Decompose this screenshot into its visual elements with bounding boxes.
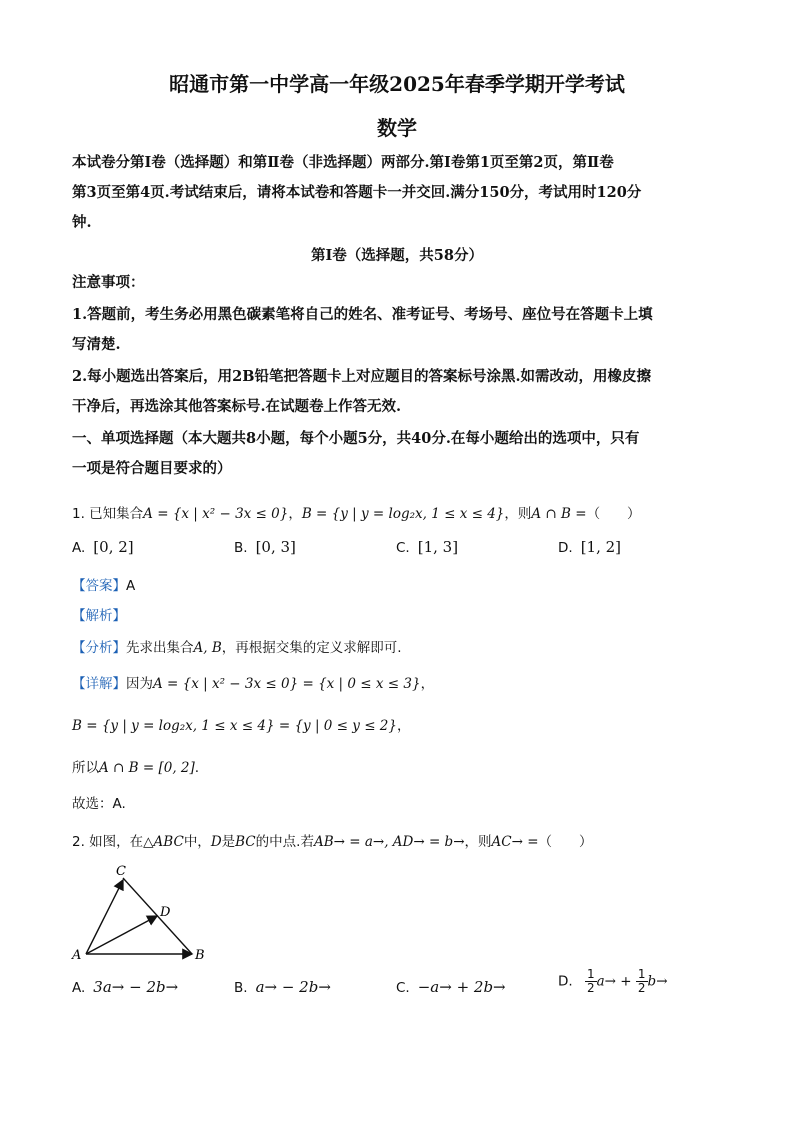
conclusion-text: 所以 xyxy=(72,760,99,776)
option-label: D. xyxy=(558,973,573,990)
fraction-denominator: 2 xyxy=(637,981,646,995)
q1-answer xyxy=(72,574,722,598)
q1-detail-line-2 xyxy=(72,714,722,738)
q2-text: ，则 xyxy=(464,834,492,850)
vector-ad xyxy=(86,916,157,954)
note-2-line-1: 2.每小题选出答案后，用2B铅笔把答题卡上对应题目的答案标号涂黑.如需改动，用橡皮擦 xyxy=(72,368,652,385)
q2-option-a xyxy=(72,978,178,996)
part-title: 第Ⅰ卷（选择题，共58分） xyxy=(311,247,483,264)
q2-math: AB→ = a→, AD→ = b→ xyxy=(313,834,465,850)
detail-text: 因为 xyxy=(126,676,153,692)
detail-text: ， xyxy=(396,718,411,734)
q1-option-a xyxy=(72,538,134,556)
q2-math: AC→ = xyxy=(491,834,539,850)
section-heading-line-2: 一项是符合题目要求的） xyxy=(72,460,232,477)
point-label-b: B xyxy=(195,948,205,963)
detail-math: B = {y | y = log₂x, 1 ≤ x ≤ 4} = {y | 0 ≤ y ≤ 2} xyxy=(72,718,397,734)
q1-choice: 故选：A. xyxy=(72,796,126,812)
segment-cb xyxy=(123,878,192,954)
option-value: [1, 2] xyxy=(580,538,622,556)
intro-line: 钟. xyxy=(72,214,92,231)
detail-text: ， xyxy=(420,676,435,692)
q1-comma: ， xyxy=(288,506,302,522)
exam-title: 昭通市第一中学高一年级2025年春季学期开学考试 xyxy=(169,72,625,96)
triangle-diagram xyxy=(68,858,218,968)
question-1-stem xyxy=(72,502,722,526)
fraction-denominator: 2 xyxy=(586,981,595,995)
conclusion-math: A ∩ B = [0, 2] xyxy=(99,760,195,776)
q1-expr: A ∩ B = xyxy=(531,506,587,522)
analysis-tag: 【解析】 xyxy=(72,608,126,624)
q2-option-c xyxy=(396,978,506,996)
option-value: [1, 3] xyxy=(417,538,459,556)
fenxi-tag: 【分析】 xyxy=(72,640,126,656)
q1-option-b xyxy=(234,538,296,556)
note-1-line-2: 写清楚. xyxy=(72,336,121,353)
q1-prefix: 1. 已知集合 xyxy=(72,506,144,522)
note-2-line-2: 干净后，再选涂其他答案标号.在试题卷上作答无效. xyxy=(72,398,402,415)
fraction-numerator: 1 xyxy=(586,967,595,981)
answer-tag: 【答案】 xyxy=(72,578,126,594)
intro-line: 本试卷分第Ⅰ卷（选择题）和第Ⅱ卷（非选择题）两部分.第Ⅰ卷第1页至第2页，第Ⅱ卷 xyxy=(72,154,614,171)
q2-text: （ ） xyxy=(538,834,593,850)
q2-math: △ABC xyxy=(143,834,184,850)
fenxi-text: ，再根据交集的定义求解即可. xyxy=(221,640,402,656)
fenxi-text: 先求出集合 xyxy=(126,640,194,656)
q2-math: BC xyxy=(235,834,256,850)
detail-math: A = {x | x² − 3x ≤ 0} = {x | 0 ≤ x ≤ 3} xyxy=(153,676,421,692)
q1-conclusion xyxy=(72,756,722,780)
option-label: B. xyxy=(234,540,248,556)
q1-analysis xyxy=(72,604,722,628)
fraction-half xyxy=(585,968,597,995)
option-label: C. xyxy=(396,540,410,556)
option-value: b→ xyxy=(647,973,668,990)
option-label: D. xyxy=(558,540,573,556)
q1-paren: （ ） xyxy=(586,506,641,522)
notes-heading: 注意事项： xyxy=(72,274,145,291)
q2-text: 2. 如图，在 xyxy=(72,834,144,850)
section-heading-line-1: 一、单项选择题（本大题共8小题，每个小题5分，共40分.在每小题给出的选项中，只有 xyxy=(72,430,640,447)
option-value: [0, 2] xyxy=(93,538,134,556)
option-label: A. xyxy=(72,540,86,556)
option-label: A. xyxy=(72,980,86,996)
option-value: a→ xyxy=(596,973,616,990)
q1-fenxi xyxy=(72,636,722,660)
q2-option-b xyxy=(234,978,331,996)
question-2-stem xyxy=(72,830,722,854)
q1-set-a: A = {x | x² − 3x ≤ 0} xyxy=(143,506,289,522)
point-label-d: D xyxy=(160,905,171,920)
q1-option-c xyxy=(396,538,458,556)
note-1-line-1: 1.答题前，考生务必用黑色碳素笔将自己的姓名、准考证号、考场号、座位号在答题卡上填 xyxy=(72,306,653,323)
fraction-half xyxy=(636,968,648,995)
point-label-a: A xyxy=(72,948,82,963)
vector-ac xyxy=(86,880,123,954)
q1-ask: ，则 xyxy=(504,506,532,522)
conclusion-text: . xyxy=(194,760,200,776)
point-label-c: C xyxy=(116,864,126,879)
q2-text: 是 xyxy=(221,834,236,850)
q2-math: D xyxy=(210,834,222,850)
q2-text: 中， xyxy=(183,834,211,850)
answer-value: A xyxy=(126,578,136,594)
fenxi-math: A, B xyxy=(193,640,222,656)
q1-set-b: B = {y | y = log₂x, 1 ≤ x ≤ 4} xyxy=(301,506,505,522)
q2-option-d xyxy=(558,968,668,995)
option-value: 3a→ − 2b→ xyxy=(93,978,179,996)
exam-intro xyxy=(72,148,722,238)
q1-option-d xyxy=(558,538,621,556)
option-operator: + xyxy=(616,973,636,990)
q1-detail xyxy=(72,672,722,696)
option-value: [0, 3] xyxy=(255,538,296,556)
intro-line: 第3页至第4页.考试结束后，请将本试卷和答题卡一并交回.满分150分，考试用时120分 xyxy=(72,184,642,201)
option-value: −a→ + 2b→ xyxy=(417,978,506,996)
option-label: B. xyxy=(234,980,248,996)
option-value: a→ − 2b→ xyxy=(255,978,331,996)
detail-tag: 【详解】 xyxy=(72,676,126,692)
option-label: C. xyxy=(396,980,410,996)
q2-text: 的中点.若 xyxy=(255,834,314,850)
fraction-numerator: 1 xyxy=(637,967,646,981)
exam-subject: 数学 xyxy=(377,116,417,140)
